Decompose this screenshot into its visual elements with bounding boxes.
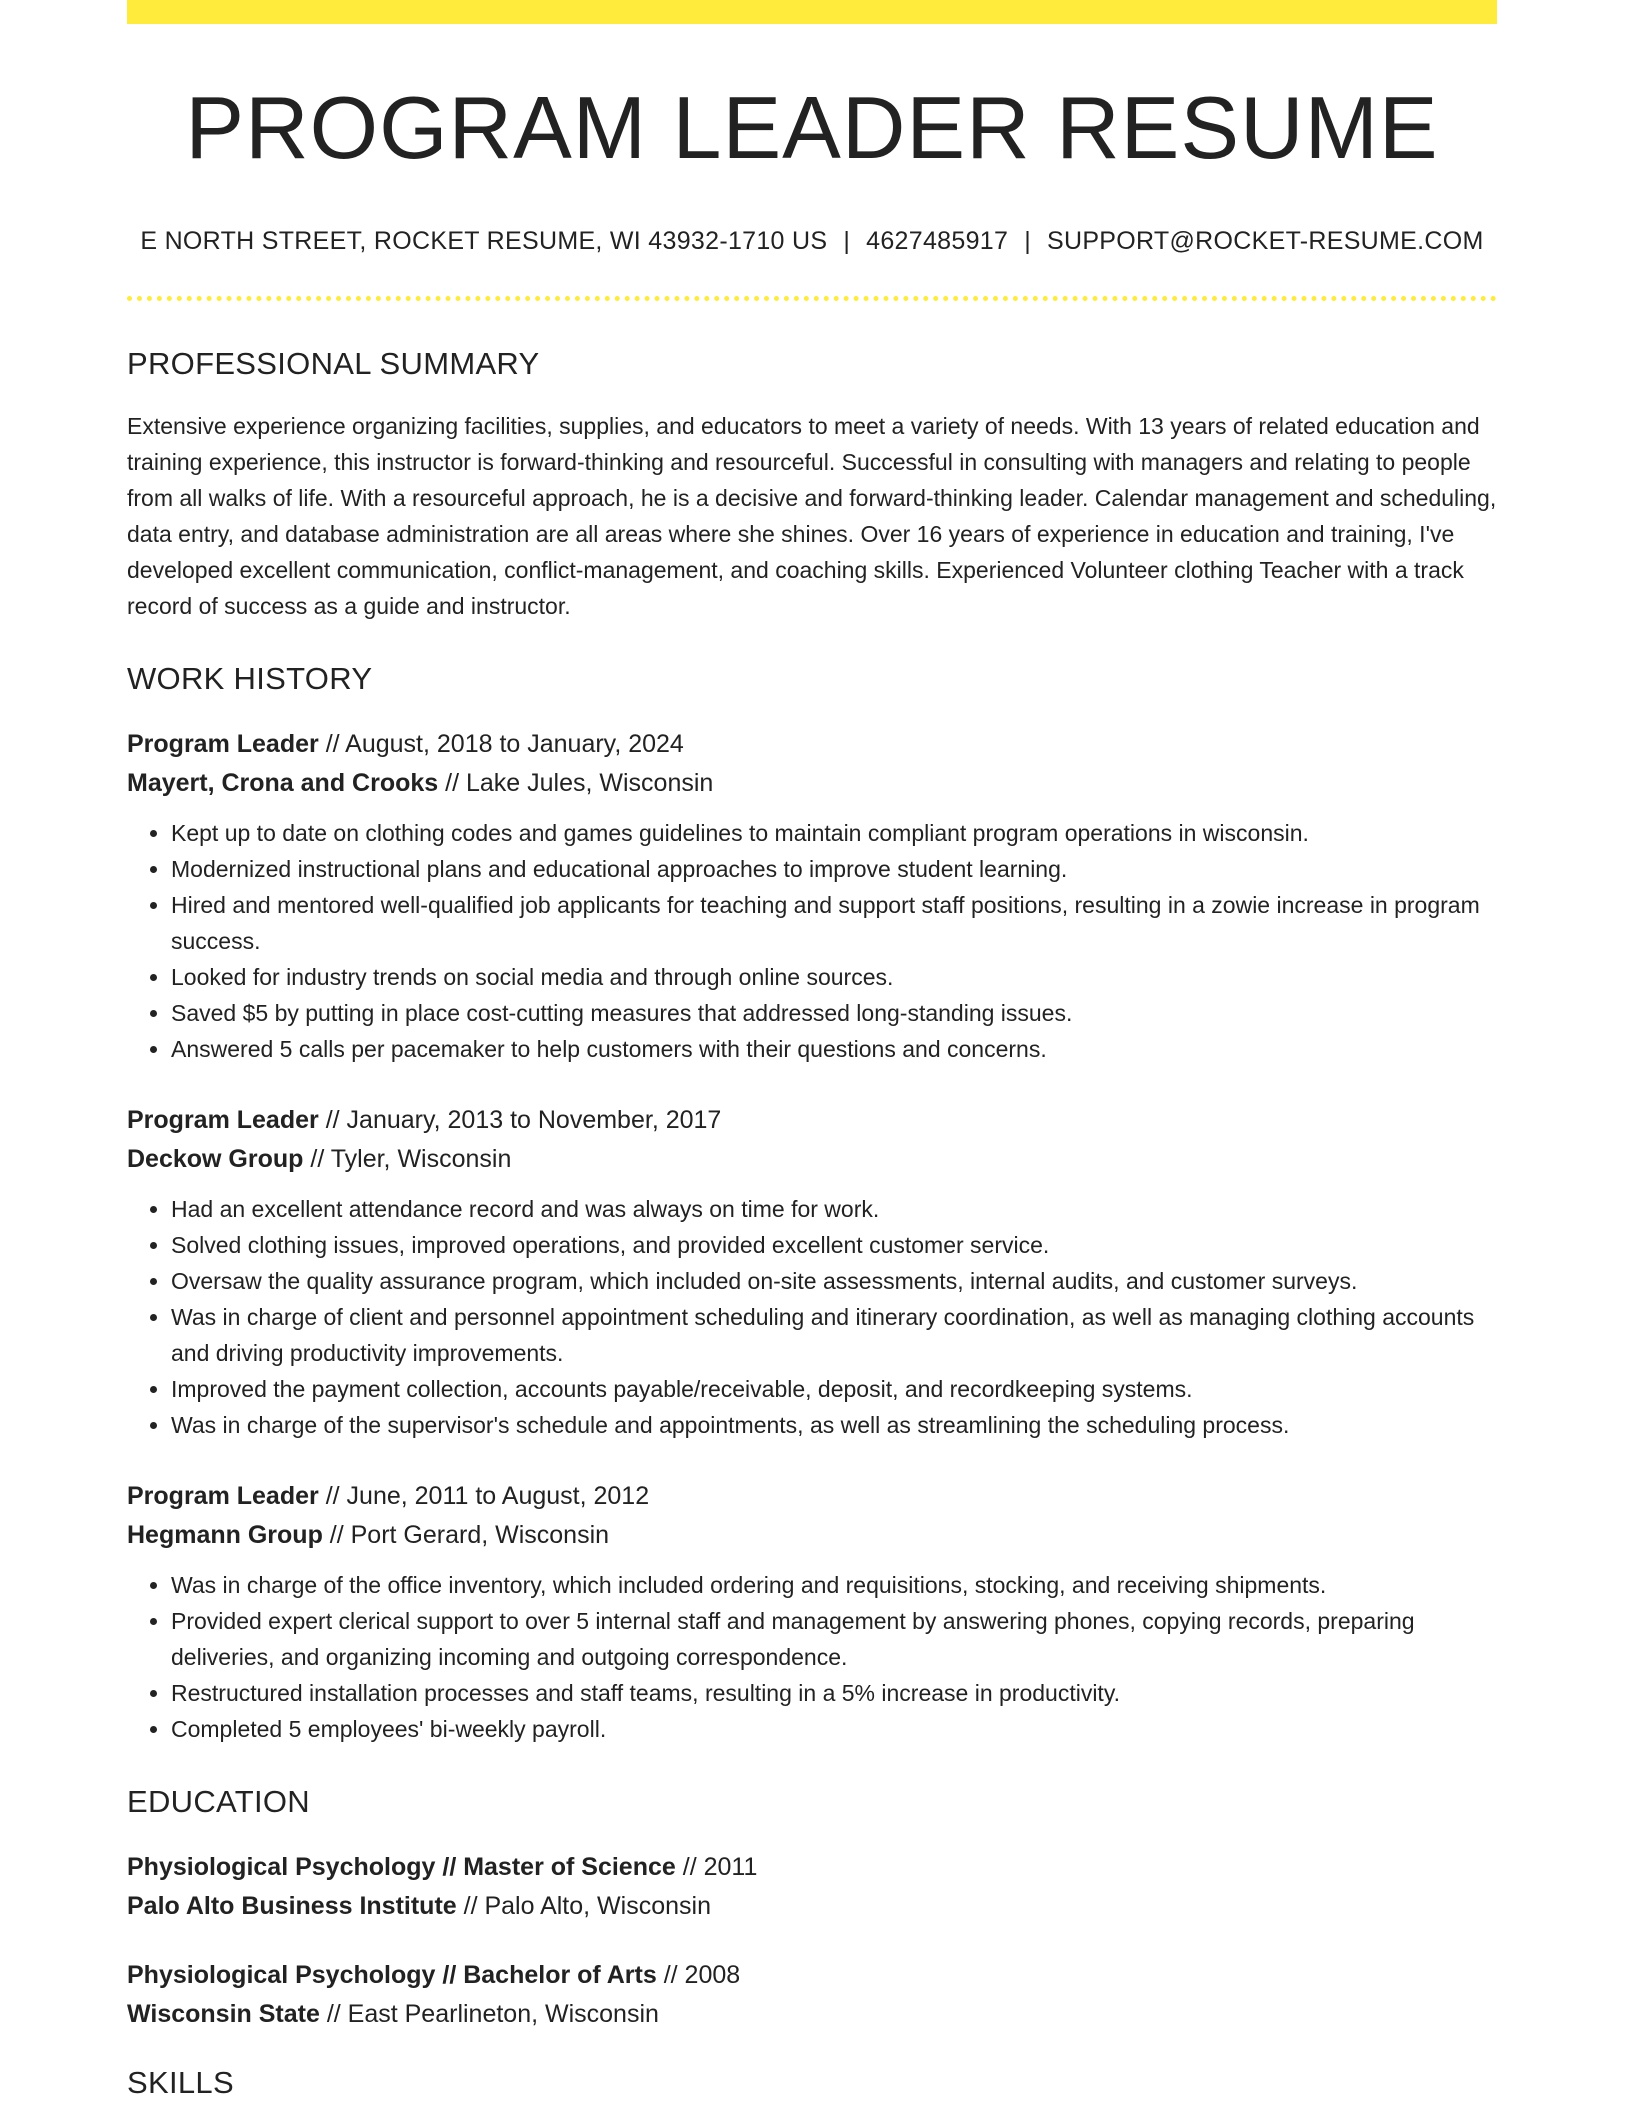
job-bullet: • Answered 5 calls per pacemaker to help customers with their questions and concerns. [171,1031,1497,1067]
contact-address: E NORTH STREET, ROCKET RESUME, WI 43932-1710 US [140,226,828,255]
job-bullet: • Had an excellent attendance record and was always on time for work. [171,1191,1497,1227]
job-bullet: • Looked for industry trends on social media and through online sources. [171,959,1497,995]
education-location: // Palo Alto, Wisconsin [463,1892,711,1921]
job-company-line [127,1516,1497,1555]
education-degree: Physiological Psychology // Master of Science [127,1853,676,1882]
education-school-line [127,1995,1497,2034]
contact-phone: 4627485917 [866,226,1009,255]
job-title: Program Leader [127,1106,319,1135]
top-accent-bar [127,0,1497,24]
job-bullet: • Was in charge of the supervisor's schedule and appointments, as well as streamlining the scheduling process. [171,1407,1497,1443]
education-school: Wisconsin State [127,2000,320,2029]
contact-separator: | [843,226,851,255]
job-bullet: • Hired and mentored well-qualified job applicants for teaching and support staff positions, resulting in a zowie increase in program success. [171,887,1497,959]
job-bullet: • Completed 5 employees' bi-weekly payroll. [171,1711,1497,1747]
job-bullets [127,1567,1497,1747]
resume-title: PROGRAM LEADER RESUME [185,78,1439,177]
job-title-line [127,1101,1497,1140]
job-entry [127,1477,1497,1747]
job-company-line [127,764,1497,803]
contact-separator: | [1024,226,1031,255]
job-dates: // August, 2018 to January, 2024 [325,730,684,759]
job-bullets [127,815,1497,1067]
resume-page [127,0,1497,2102]
job-company: Deckow Group [127,1145,304,1174]
job-entry [127,1101,1497,1443]
job-bullet: • Was in charge of client and personnel appointment scheduling and itinerary coordination, as well as managing clothing accounts and driving productivity improvements. [171,1299,1497,1371]
education-entry [127,1848,1497,1926]
job-bullet: • Was in charge of the office inventory, which included ordering and requisitions, stocking, and receiving shipments. [171,1567,1497,1603]
summary-heading: PROFESSIONAL SUMMARY [127,345,540,381]
job-company-line [127,1140,1497,1179]
job-dates: // January, 2013 to November, 2017 [325,1106,722,1135]
job-location: // Lake Jules, Wisconsin [445,769,714,798]
education-degree-line [127,1956,1497,1995]
header-divider [127,296,1497,301]
job-bullet: • Provided expert clerical support to over 5 internal staff and management by answering phones, copying records, preparing deliveries, and organizing incoming and outgoing correspondence. [171,1603,1497,1675]
education-school-line [127,1887,1497,1926]
education-year: // 2008 [663,1961,741,1990]
job-location: // Tyler, Wisconsin [310,1145,512,1174]
job-bullet: • Solved clothing issues, improved operations, and provided excellent customer service. [171,1227,1497,1263]
job-bullet: • Improved the payment collection, accounts payable/receivable, deposit, and recordkeeping systems. [171,1371,1497,1407]
contact-line [127,227,1497,256]
job-dates: // June, 2011 to August, 2012 [325,1482,650,1511]
job-bullet: • Modernized instructional plans and educational approaches to improve student learning. [171,851,1497,887]
education-location: // East Pearlineton, Wisconsin [326,2000,659,2029]
job-company: Mayert, Crona and Crooks [127,769,439,798]
job-bullet: • Kept up to date on clothing codes and games guidelines to maintain compliant program operations in wisconsin. [171,815,1497,851]
education-heading: EDUCATION [127,1784,310,1820]
job-title-line [127,1477,1497,1516]
education-year: // 2011 [682,1853,758,1882]
job-title-line [127,725,1497,764]
job-bullet: • Oversaw the quality assurance program, which included on-site assessments, internal audits, and customer surveys. [171,1263,1497,1299]
summary-text: Extensive experience organizing facilities, supplies, and educators to meet a variety of needs. With 13 years of related education and training experience, this instructor is forward-thinking and resourceful. Successful in consulting with managers and relating to people from all walks of life. With a resourceful approach, he is a decisive and forward-thinking leader. Calendar management and scheduling, data entry, and database administration are all areas where she shines. Over 16 years of experience in education and training, I've developed excellent communication, conflict-management, and coaching skills. Experienced Volunteer clothing Teacher with a track record of success as a guide and instructor. [127,412,1497,619]
education-school: Palo Alto Business Institute [127,1892,457,1921]
work-history-heading: WORK HISTORY [127,660,373,696]
education-degree: Physiological Psychology // Bachelor of Arts [127,1961,657,1990]
job-entry [127,725,1497,1067]
job-bullet: • Restructured installation processes and staff teams, resulting in a 5% increase in productivity. [171,1675,1497,1711]
education-entry [127,1956,1497,2034]
job-bullets [127,1191,1497,1443]
job-title: Program Leader [127,730,319,759]
job-title: Program Leader [127,1482,319,1511]
contact-email: SUPPORT@ROCKET-RESUME.COM [1046,226,1484,255]
job-company: Hegmann Group [127,1521,323,1550]
skills-heading: SKILLS [127,2065,234,2101]
job-location: // Port Gerard, Wisconsin [329,1521,610,1550]
education-degree-line [127,1848,1497,1887]
job-bullet: • Saved $5 by putting in place cost-cutting measures that addressed long-standing issues. [171,995,1497,1031]
